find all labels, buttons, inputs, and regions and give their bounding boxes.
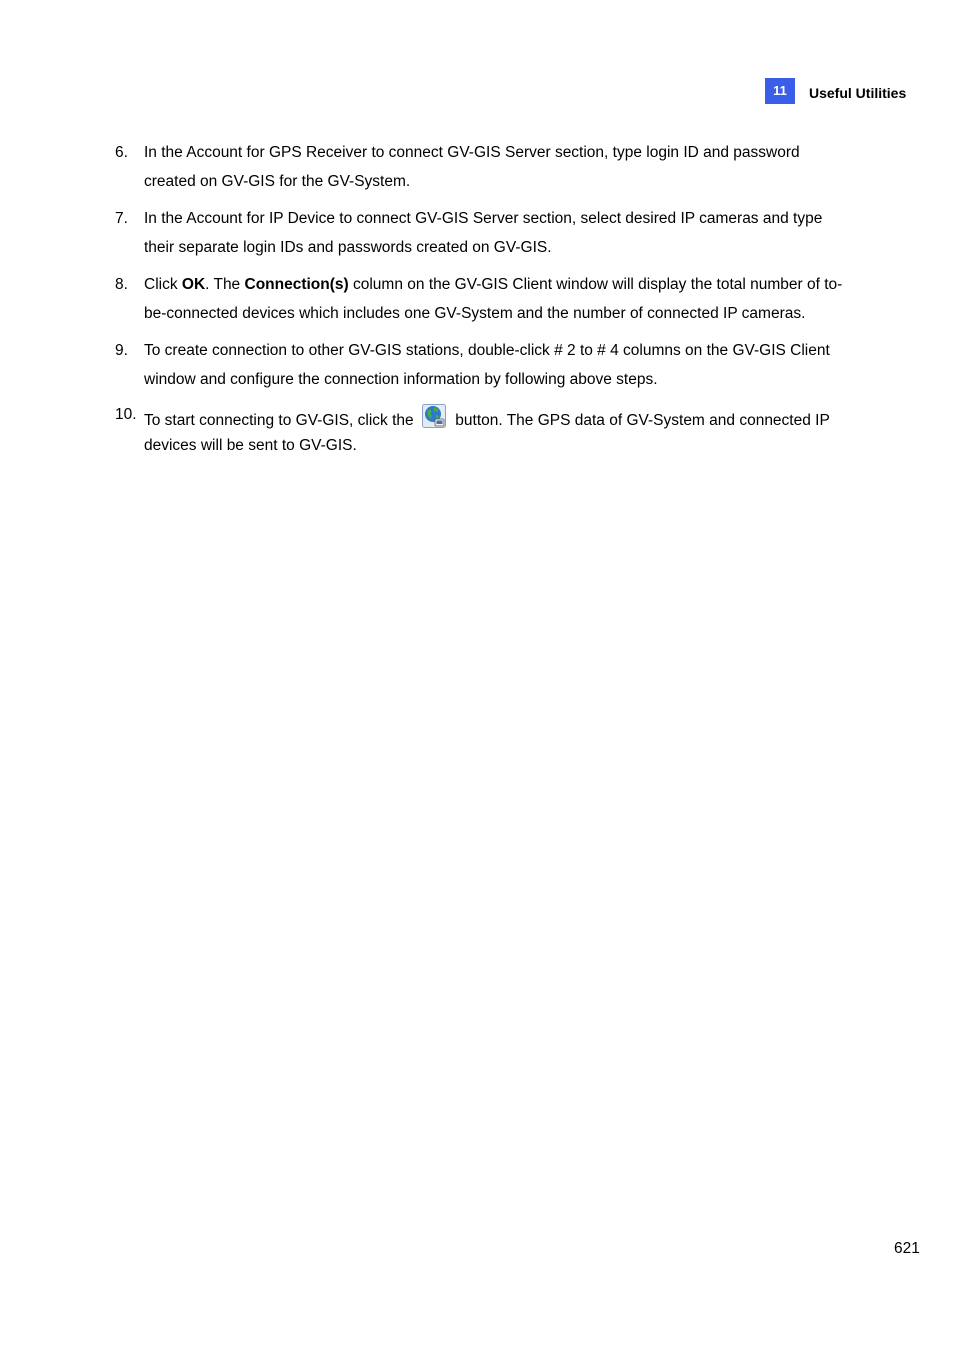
step-text: In the Account for GPS Receiver to connect GV-GIS Server section, type login ID and password created on GV-GIS for the GV-System. [144,144,800,190]
chapter-number-badge: 11 [765,78,795,104]
step-text: . The [205,276,245,293]
step-8 [115,270,845,328]
connections-column-reference: Connection(s) [244,276,349,293]
step-7 [115,204,845,262]
page-number: 621 [894,1240,920,1257]
step-number: 6. [115,144,128,161]
globe-connect-icon [422,404,446,428]
step-9 [115,336,845,394]
step-text: In the Account for IP Device to connect GV-GIS Server section, select desired IP cameras and type their separate login IDs and passwords created on GV-GIS. [144,210,823,256]
step-number: 10. [115,406,137,423]
step-text: column on the GV-GIS Client window will display the total number of to-be-connected devices which includes one GV-System and the number of connected IP cameras. [144,276,843,322]
step-6 [115,138,845,196]
step-text: button. The GPS data of GV-System and connected IP devices will be sent to GV-GIS. [144,412,830,454]
step-number: 9. [115,342,128,359]
step-10 [115,402,845,458]
step-text: To start connecting to GV-GIS, click the [144,412,414,429]
step-text: To create connection to other GV-GIS stations, double-click # 2 to # 4 columns on the GV-GIS Client window and configure the connection information by following above steps. [144,342,830,388]
step-text: Click [144,276,182,293]
chapter-title: Useful Utilities [809,85,907,101]
ok-button-reference: OK [181,276,206,293]
instruction-steps [115,138,845,466]
step-number: 7. [115,210,128,227]
step-number: 8. [115,276,128,293]
